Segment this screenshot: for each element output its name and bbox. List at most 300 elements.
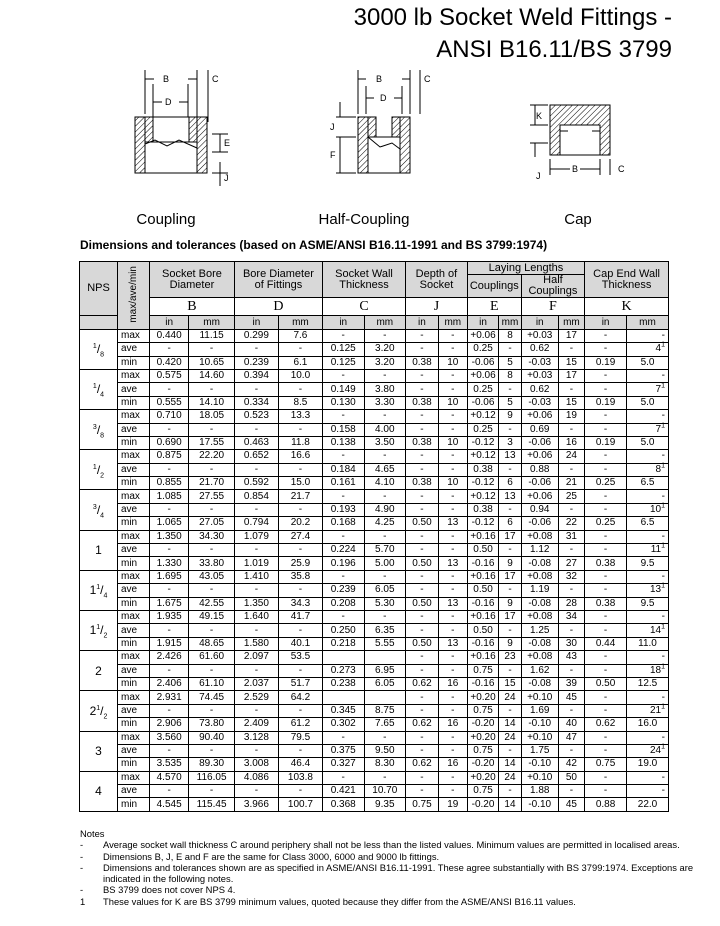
- value-cell: -: [364, 530, 406, 543]
- value-cell: -0.06: [467, 356, 498, 369]
- value-cell: 0.75: [467, 744, 498, 757]
- value-cell: -0.12: [467, 517, 498, 530]
- value-cell: -0.03: [521, 356, 558, 369]
- value-cell: 0.125: [322, 343, 364, 356]
- value-cell: -: [234, 744, 278, 757]
- value-cell: 16.6: [278, 450, 322, 463]
- value-cell: 0.794: [234, 517, 278, 530]
- value-cell: 48.65: [189, 637, 235, 650]
- table-row: [80, 744, 669, 757]
- table-row: [80, 597, 669, 610]
- value-cell: -: [558, 704, 584, 717]
- table-row: [80, 637, 669, 650]
- value-cell: 0.50: [406, 597, 439, 610]
- unit-in: in: [406, 316, 439, 329]
- value-cell: -: [627, 450, 669, 463]
- value-cell: 17: [499, 570, 521, 583]
- value-cell: -: [558, 664, 584, 677]
- value-cell: -: [627, 691, 669, 704]
- value-cell: -: [585, 530, 627, 543]
- value-cell: -0.08: [521, 557, 558, 570]
- value-cell: 6.5: [627, 517, 669, 530]
- value-cell: 27.55: [189, 490, 235, 503]
- header-depth: Depth of Socket: [406, 262, 468, 298]
- dim-label-j: J: [330, 122, 335, 132]
- value-cell: 0.75: [467, 785, 498, 798]
- value-cell: -: [150, 744, 189, 757]
- value-cell: 4.00: [364, 423, 406, 436]
- value-cell: -: [585, 610, 627, 623]
- value-cell: 0.38: [467, 463, 498, 476]
- value-cell: -: [627, 369, 669, 382]
- value-cell: 6: [499, 477, 521, 490]
- value-cell: 27: [558, 557, 584, 570]
- value-cell: -: [406, 383, 439, 396]
- value-cell: 43.05: [189, 570, 235, 583]
- value-cell: 1.695: [150, 570, 189, 583]
- value-cell: -0.06: [521, 477, 558, 490]
- value-cell: 5.0: [627, 356, 669, 369]
- value-cell: -: [438, 490, 467, 503]
- value-cell: +0.12: [467, 490, 498, 503]
- value-cell: -: [499, 785, 521, 798]
- value-cell: -: [189, 463, 235, 476]
- table-row: [80, 758, 669, 771]
- table-row: [80, 436, 669, 449]
- value-cell: 0.44: [585, 637, 627, 650]
- header-half-couplings: Half Couplings: [521, 275, 584, 298]
- row-type-cell: ave: [118, 463, 150, 476]
- value-cell: 3.20: [364, 356, 406, 369]
- value-cell: 0.75: [406, 798, 439, 811]
- value-cell: -: [627, 651, 669, 664]
- value-cell: 22: [558, 517, 584, 530]
- value-cell: 0.218: [322, 637, 364, 650]
- value-cell: 10.70: [364, 785, 406, 798]
- value-cell: 0.62: [406, 718, 439, 731]
- value-cell: 3.30: [364, 396, 406, 409]
- value-cell: 15.0: [278, 477, 322, 490]
- value-cell: 0.50: [467, 584, 498, 597]
- value-cell: -: [278, 584, 322, 597]
- value-cell: 0.50: [467, 624, 498, 637]
- value-cell: -: [406, 410, 439, 423]
- value-cell: 6.05: [364, 677, 406, 690]
- value-cell: 0.158: [322, 423, 364, 436]
- row-type-cell: max: [118, 570, 150, 583]
- value-cell: 0.875: [150, 450, 189, 463]
- row-type-cell: max: [118, 731, 150, 744]
- value-cell: 2.409: [234, 718, 278, 731]
- value-cell: -: [499, 664, 521, 677]
- value-cell: -: [150, 624, 189, 637]
- value-cell: 21: [558, 477, 584, 490]
- value-cell: 1.410: [234, 570, 278, 583]
- value-cell: -: [234, 383, 278, 396]
- value-cell: 0.50: [585, 677, 627, 690]
- value-cell: -: [627, 771, 669, 784]
- value-cell: 13: [438, 637, 467, 650]
- value-cell: 17: [499, 610, 521, 623]
- value-cell: 45: [558, 798, 584, 811]
- value-cell: 42: [558, 758, 584, 771]
- nps-cell: 2: [80, 651, 118, 691]
- value-cell: -: [406, 691, 439, 704]
- value-cell: -: [234, 423, 278, 436]
- unit-in: in: [150, 316, 189, 329]
- value-cell: 51.7: [278, 677, 322, 690]
- value-cell: $21^1$: [627, 704, 669, 717]
- table-row: [80, 477, 669, 490]
- value-cell: -0.08: [521, 597, 558, 610]
- value-cell: 15: [558, 356, 584, 369]
- value-cell: 8: [499, 369, 521, 382]
- value-cell: 1.62: [521, 664, 558, 677]
- value-cell: $13^1$: [627, 584, 669, 597]
- value-cell: -: [322, 410, 364, 423]
- dim-label-b: B: [376, 74, 383, 84]
- dim-label-c: C: [424, 74, 431, 84]
- nps-cell: $^3/_8$: [80, 410, 118, 450]
- header-cap-end: Cap End Wall Thickness: [585, 262, 669, 298]
- table-row: [80, 704, 669, 717]
- value-cell: -: [438, 584, 467, 597]
- value-cell: -: [189, 343, 235, 356]
- value-cell: 0.75: [585, 758, 627, 771]
- value-cell: -: [150, 463, 189, 476]
- value-cell: 0.421: [322, 785, 364, 798]
- value-cell: 0.250: [322, 624, 364, 637]
- value-cell: 61.10: [189, 677, 235, 690]
- value-cell: -: [438, 771, 467, 784]
- value-cell: 6.95: [364, 664, 406, 677]
- note-marker: -: [80, 850, 84, 862]
- value-cell: -: [150, 785, 189, 798]
- value-cell: 64.2: [278, 691, 322, 704]
- value-cell: -: [189, 383, 235, 396]
- value-cell: +0.20: [467, 731, 498, 744]
- value-cell: 7.65: [364, 718, 406, 731]
- value-cell: 0.168: [322, 517, 364, 530]
- value-cell: -: [322, 329, 364, 342]
- value-cell: [364, 691, 406, 704]
- value-cell: 0.299: [234, 329, 278, 342]
- value-cell: 0.38: [406, 356, 439, 369]
- note-text: Dimensions and tolerances shown are as specified in ASME/ANSI B16.11-1991. These agree substantially with BS 3799:1974. Exceptions are indicated in the following notes.: [103, 861, 694, 885]
- value-cell: 0.62: [406, 677, 439, 690]
- value-cell: 8.75: [364, 704, 406, 717]
- value-cell: $7^1$: [627, 383, 669, 396]
- value-cell: 89.30: [189, 758, 235, 771]
- row-type-cell: ave: [118, 785, 150, 798]
- value-cell: -: [438, 463, 467, 476]
- table-row: [80, 718, 669, 731]
- value-cell: 17.55: [189, 436, 235, 449]
- value-cell: 3.535: [150, 758, 189, 771]
- value-cell: -: [438, 503, 467, 516]
- dim-label-d: D: [165, 97, 172, 107]
- value-cell: 20.2: [278, 517, 322, 530]
- header-socket-bore: Socket Bore Diameter: [150, 262, 235, 298]
- value-cell: -: [150, 664, 189, 677]
- value-cell: -: [438, 383, 467, 396]
- unit-mm: mm: [438, 316, 467, 329]
- value-cell: 1.675: [150, 597, 189, 610]
- value-cell: 11.0: [627, 637, 669, 650]
- value-cell: +0.06: [521, 450, 558, 463]
- value-cell: 19: [558, 410, 584, 423]
- value-cell: 0.239: [322, 584, 364, 597]
- value-cell: -: [364, 369, 406, 382]
- value-cell: 4.086: [234, 771, 278, 784]
- table-row: [80, 503, 669, 516]
- value-cell: -: [438, 785, 467, 798]
- value-cell: -: [364, 490, 406, 503]
- value-cell: 6.1: [278, 356, 322, 369]
- value-cell: -: [438, 530, 467, 543]
- value-cell: -0.10: [521, 718, 558, 731]
- value-cell: 1.69: [521, 704, 558, 717]
- value-cell: -: [438, 664, 467, 677]
- value-cell: 34.3: [278, 597, 322, 610]
- value-cell: 0.193: [322, 503, 364, 516]
- value-cell: 61.60: [189, 651, 235, 664]
- value-cell: 2.931: [150, 691, 189, 704]
- value-cell: -: [406, 624, 439, 637]
- value-cell: 16: [438, 677, 467, 690]
- table-row: [80, 677, 669, 690]
- table-row: [80, 517, 669, 530]
- value-cell: -0.16: [467, 597, 498, 610]
- row-type-cell: max: [118, 369, 150, 382]
- value-cell: -: [234, 704, 278, 717]
- value-cell: 10: [438, 356, 467, 369]
- value-cell: 14.60: [189, 369, 235, 382]
- value-cell: 24: [499, 691, 521, 704]
- value-cell: 0.50: [406, 637, 439, 650]
- value-cell: 17: [558, 369, 584, 382]
- nps-cell: $2^1/_2$: [80, 691, 118, 731]
- value-cell: -: [322, 450, 364, 463]
- value-cell: 34: [558, 610, 584, 623]
- value-cell: 24: [558, 450, 584, 463]
- value-cell: -: [585, 704, 627, 717]
- value-cell: $18^1$: [627, 664, 669, 677]
- value-cell: 9.50: [364, 744, 406, 757]
- unit-in: in: [234, 316, 278, 329]
- value-cell: 9: [499, 410, 521, 423]
- value-cell: -: [627, 785, 669, 798]
- table-row: [80, 798, 669, 811]
- dim-label-k: K: [536, 111, 543, 121]
- value-cell: 3.128: [234, 731, 278, 744]
- value-cell: 35.8: [278, 570, 322, 583]
- value-cell: -: [278, 624, 322, 637]
- value-cell: -0.16: [467, 677, 498, 690]
- row-type-cell: ave: [118, 624, 150, 637]
- value-cell: -: [585, 503, 627, 516]
- value-cell: -0.06: [521, 517, 558, 530]
- value-cell: 0.62: [406, 758, 439, 771]
- table-row: [80, 369, 669, 382]
- value-cell: -: [278, 544, 322, 557]
- value-cell: 4.10: [364, 477, 406, 490]
- table-title: Dimensions and tolerances (based on ASME/ANSI B16.11-1991 and BS 3799:1974): [80, 238, 548, 252]
- value-cell: 0.224: [322, 544, 364, 557]
- row-type-cell: min: [118, 798, 150, 811]
- value-cell: +0.20: [467, 771, 498, 784]
- value-cell: $4^1$: [627, 343, 669, 356]
- value-cell: 0.38: [585, 557, 627, 570]
- value-cell: 9.5: [627, 597, 669, 610]
- value-cell: -: [585, 343, 627, 356]
- value-cell: 24: [499, 731, 521, 744]
- header-laying: Laying Lengths: [467, 262, 584, 275]
- value-cell: -: [322, 530, 364, 543]
- value-cell: 4.545: [150, 798, 189, 811]
- value-cell: +0.06: [467, 369, 498, 382]
- value-cell: -: [406, 329, 439, 342]
- note-marker: -: [80, 839, 84, 851]
- value-cell: -: [406, 423, 439, 436]
- value-cell: -: [558, 463, 584, 476]
- value-cell: -: [322, 731, 364, 744]
- value-cell: 3.20: [364, 343, 406, 356]
- row-type-cell: min: [118, 436, 150, 449]
- value-cell: -: [585, 544, 627, 557]
- value-cell: -: [406, 704, 439, 717]
- value-cell: 4.25: [364, 517, 406, 530]
- value-cell: 2.406: [150, 677, 189, 690]
- value-cell: -: [364, 450, 406, 463]
- value-cell: 8: [499, 329, 521, 342]
- value-cell: -: [499, 343, 521, 356]
- table-row: [80, 624, 669, 637]
- value-cell: 10: [438, 477, 467, 490]
- value-cell: 2.529: [234, 691, 278, 704]
- value-cell: 17: [558, 329, 584, 342]
- value-cell: 5.0: [627, 436, 669, 449]
- value-cell: -: [322, 771, 364, 784]
- value-cell: 90.40: [189, 731, 235, 744]
- value-cell: -: [499, 544, 521, 557]
- value-cell: -: [438, 570, 467, 583]
- value-cell: -: [364, 410, 406, 423]
- value-cell: 0.368: [322, 798, 364, 811]
- value-cell: -: [322, 369, 364, 382]
- value-cell: -: [364, 570, 406, 583]
- value-cell: -: [234, 624, 278, 637]
- value-cell: 28: [558, 597, 584, 610]
- figure-label-cap: Cap: [564, 211, 592, 228]
- unit-mm: mm: [278, 316, 322, 329]
- row-type-cell: min: [118, 597, 150, 610]
- value-cell: -: [585, 570, 627, 583]
- value-cell: -: [278, 744, 322, 757]
- value-cell: -0.20: [467, 718, 498, 731]
- nps-cell: $1^1/_4$: [80, 570, 118, 610]
- header-letter-k: K: [585, 298, 669, 316]
- value-cell: -: [438, 369, 467, 382]
- nps-cell: $^1/_8$: [80, 329, 118, 369]
- header-letter-e: E: [467, 298, 521, 316]
- value-cell: 10.0: [278, 369, 322, 382]
- value-cell: -: [585, 691, 627, 704]
- value-cell: 32: [558, 570, 584, 583]
- value-cell: -: [406, 651, 439, 664]
- value-cell: [364, 651, 406, 664]
- value-cell: 0.62: [521, 383, 558, 396]
- row-type-cell: min: [118, 356, 150, 369]
- value-cell: -0.03: [521, 396, 558, 409]
- note-item: [80, 851, 700, 862]
- value-cell: -: [499, 503, 521, 516]
- value-cell: 25: [558, 490, 584, 503]
- row-type-cell: max: [118, 691, 150, 704]
- value-cell: -: [234, 664, 278, 677]
- value-cell: 0.420: [150, 356, 189, 369]
- note-item: [80, 884, 700, 895]
- value-cell: 17: [499, 530, 521, 543]
- row-type-cell: max: [118, 530, 150, 543]
- value-cell: 1.75: [521, 744, 558, 757]
- value-cell: -: [438, 744, 467, 757]
- value-cell: 0.75: [467, 704, 498, 717]
- value-cell: +0.06: [521, 410, 558, 423]
- notes-section: [80, 828, 700, 907]
- value-cell: -: [150, 343, 189, 356]
- row-type-cell: ave: [118, 584, 150, 597]
- value-cell: +0.10: [521, 771, 558, 784]
- value-cell: -: [278, 423, 322, 436]
- value-cell: 2.097: [234, 651, 278, 664]
- value-cell: 47: [558, 731, 584, 744]
- value-cell: -0.10: [521, 798, 558, 811]
- table-row: [80, 463, 669, 476]
- value-cell: $14^1$: [627, 624, 669, 637]
- dim-label-c: C: [212, 74, 219, 84]
- value-cell: -: [189, 584, 235, 597]
- value-cell: 0.25: [585, 517, 627, 530]
- value-cell: 22.20: [189, 450, 235, 463]
- value-cell: -0.10: [521, 758, 558, 771]
- dim-label-j: J: [536, 171, 541, 181]
- value-cell: 16: [558, 436, 584, 449]
- value-cell: -: [189, 704, 235, 717]
- value-cell: 0.208: [322, 597, 364, 610]
- value-cell: 0.25: [467, 383, 498, 396]
- nps-cell: 4: [80, 771, 118, 811]
- table-row: [80, 530, 669, 543]
- value-cell: 1.350: [150, 530, 189, 543]
- table-row: [80, 396, 669, 409]
- value-cell: +0.20: [467, 691, 498, 704]
- value-cell: 100.7: [278, 798, 322, 811]
- value-cell: -: [278, 383, 322, 396]
- row-type-cell: max: [118, 329, 150, 342]
- value-cell: -: [234, 584, 278, 597]
- value-cell: 0.273: [322, 664, 364, 677]
- table-row: [80, 691, 669, 704]
- value-cell: 13: [438, 517, 467, 530]
- value-cell: 13: [438, 557, 467, 570]
- unit-in: in: [585, 316, 627, 329]
- unit-mm: mm: [499, 316, 521, 329]
- unit-mm: mm: [364, 316, 406, 329]
- value-cell: -: [558, 503, 584, 516]
- value-cell: -: [585, 771, 627, 784]
- row-type-cell: max: [118, 450, 150, 463]
